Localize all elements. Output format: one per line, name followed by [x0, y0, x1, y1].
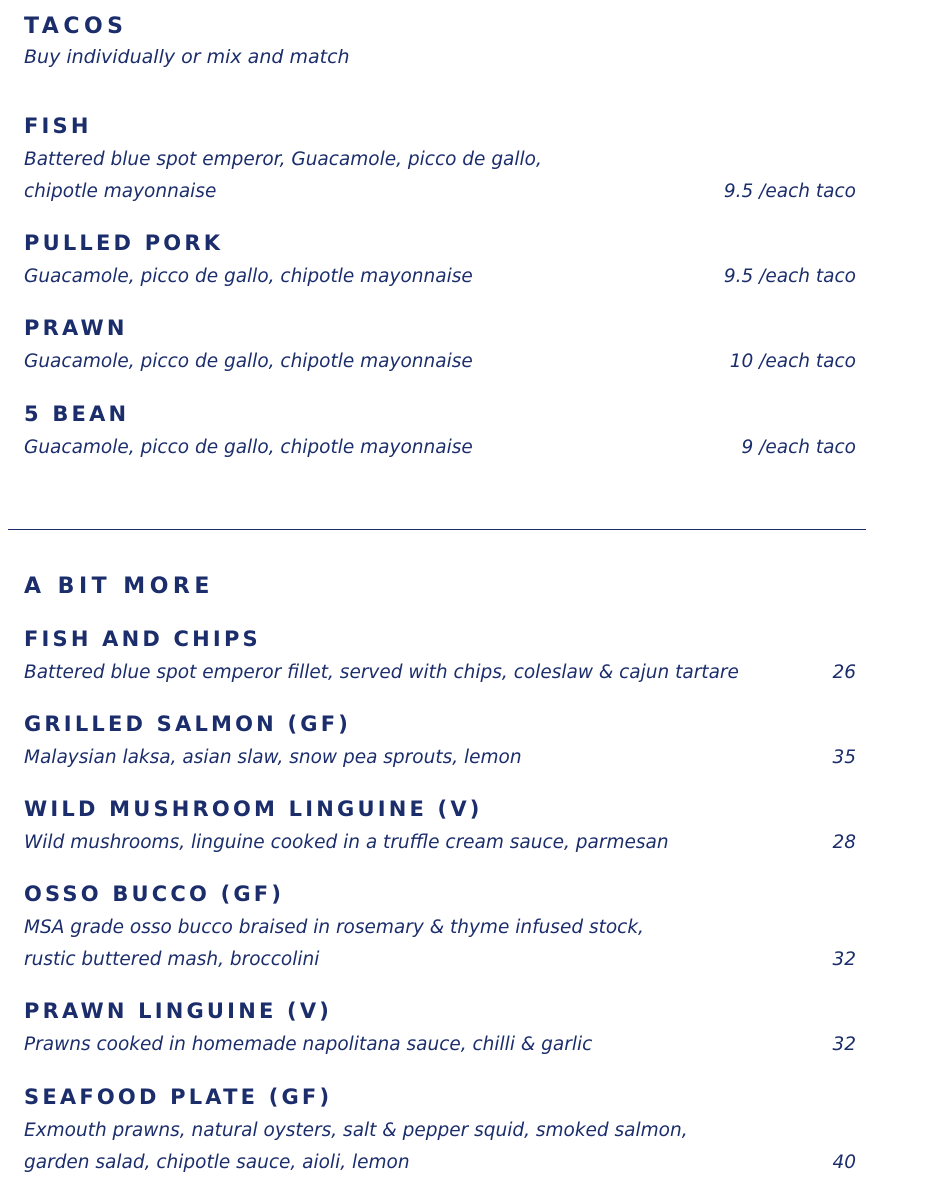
item-name: 5 BEAN: [24, 402, 130, 426]
menu-item-grilled-salmon: [24, 712, 856, 774]
menu-item-wild-mushroom-linguine: [24, 797, 856, 859]
item-price-group: [742, 432, 856, 464]
menu-item-prawn-taco: [24, 316, 856, 378]
item-description: Malaysian laksa, asian slaw, snow pea sprouts, lemon: [24, 747, 522, 768]
menu-item-prawn-linguine: [24, 999, 856, 1061]
section-title-a-bit-more: A BIT MORE: [24, 574, 214, 599]
item-description: Prawns cooked in homemade napolitana sauce, chilli & garlic: [24, 1034, 593, 1055]
menu-item-fish-taco: [24, 114, 856, 208]
item-price: 32: [832, 949, 856, 970]
item-price: 9.5: [723, 266, 754, 287]
item-price: 35: [832, 747, 856, 768]
item-description: Battered blue spot emperor, Guacamole, picco de gallo, chipotle mayonnaise: [24, 149, 542, 202]
menu-item-pulled-pork-taco: [24, 231, 856, 293]
item-description-row: [24, 144, 856, 208]
item-price: 9: [741, 437, 754, 458]
item-name: PRAWN: [24, 316, 128, 340]
item-description: Wild mushrooms, linguine cooked in a truffle cream sauce, parmesan: [24, 832, 669, 853]
item-description: MSA grade osso bucco braised in rosemary & thyme infused stock, rustic buttered mash, broccolini: [24, 917, 644, 970]
item-description: Exmouth prawns, natural oysters, salt & pepper squid, smoked salmon, garden salad, chipotle sauce, aioli, lemon: [24, 1120, 688, 1173]
item-price-group: [724, 176, 856, 208]
item-description: Guacamole, picco de gallo, chipotle mayonnaise: [24, 437, 473, 458]
item-description-row: [24, 346, 856, 378]
item-description: Battered blue spot emperor fillet, served with chips, coleslaw & cajun tartare: [24, 662, 739, 683]
menu-item-seafood-plate: [24, 1085, 856, 1179]
item-description: Guacamole, picco de gallo, chipotle mayonnaise: [24, 351, 473, 372]
item-price: 32: [832, 1034, 856, 1055]
item-price-unit: /each taco: [753, 351, 856, 372]
item-name: FISH: [24, 114, 92, 138]
item-description-row: [24, 657, 856, 689]
item-name: SEAFOOD PLATE (GF): [24, 1085, 333, 1109]
item-description: Guacamole, picco de gallo, chipotle mayonnaise: [24, 266, 473, 287]
section-subtitle-tacos: Buy individually or mix and match: [24, 46, 350, 68]
item-price: 28: [832, 832, 856, 853]
item-description-row: [24, 1115, 856, 1179]
item-description-row: [24, 827, 856, 859]
item-price-group: [730, 346, 856, 378]
item-description-row: [24, 1029, 856, 1061]
item-description-row: [24, 912, 856, 976]
item-name: OSSO BUCCO (GF): [24, 882, 285, 906]
menu-item-fish-and-chips: [24, 627, 856, 689]
item-price-unit: /each taco: [753, 181, 856, 202]
item-name: PRAWN LINGUINE (V): [24, 999, 333, 1023]
item-price: 10: [729, 351, 754, 372]
item-price-group: [724, 261, 856, 293]
item-price-unit: /each taco: [753, 437, 856, 458]
item-name: GRILLED SALMON (GF): [24, 712, 352, 736]
section-title-tacos: TACOS: [24, 14, 128, 39]
item-price: 26: [832, 662, 856, 683]
item-description-row: [24, 432, 856, 464]
section-divider: [8, 529, 866, 530]
item-price: 9.5: [723, 181, 754, 202]
item-name: PULLED PORK: [24, 231, 224, 255]
item-description-row: [24, 261, 856, 293]
menu-item-5-bean-taco: [24, 402, 856, 464]
item-price-unit: /each taco: [753, 266, 856, 287]
item-name: WILD MUSHROOM LINGUINE (V): [24, 797, 483, 821]
item-price: 40: [832, 1152, 856, 1173]
item-description-row: [24, 742, 856, 774]
item-name: FISH AND CHIPS: [24, 627, 261, 651]
menu-item-osso-bucco: [24, 882, 856, 976]
